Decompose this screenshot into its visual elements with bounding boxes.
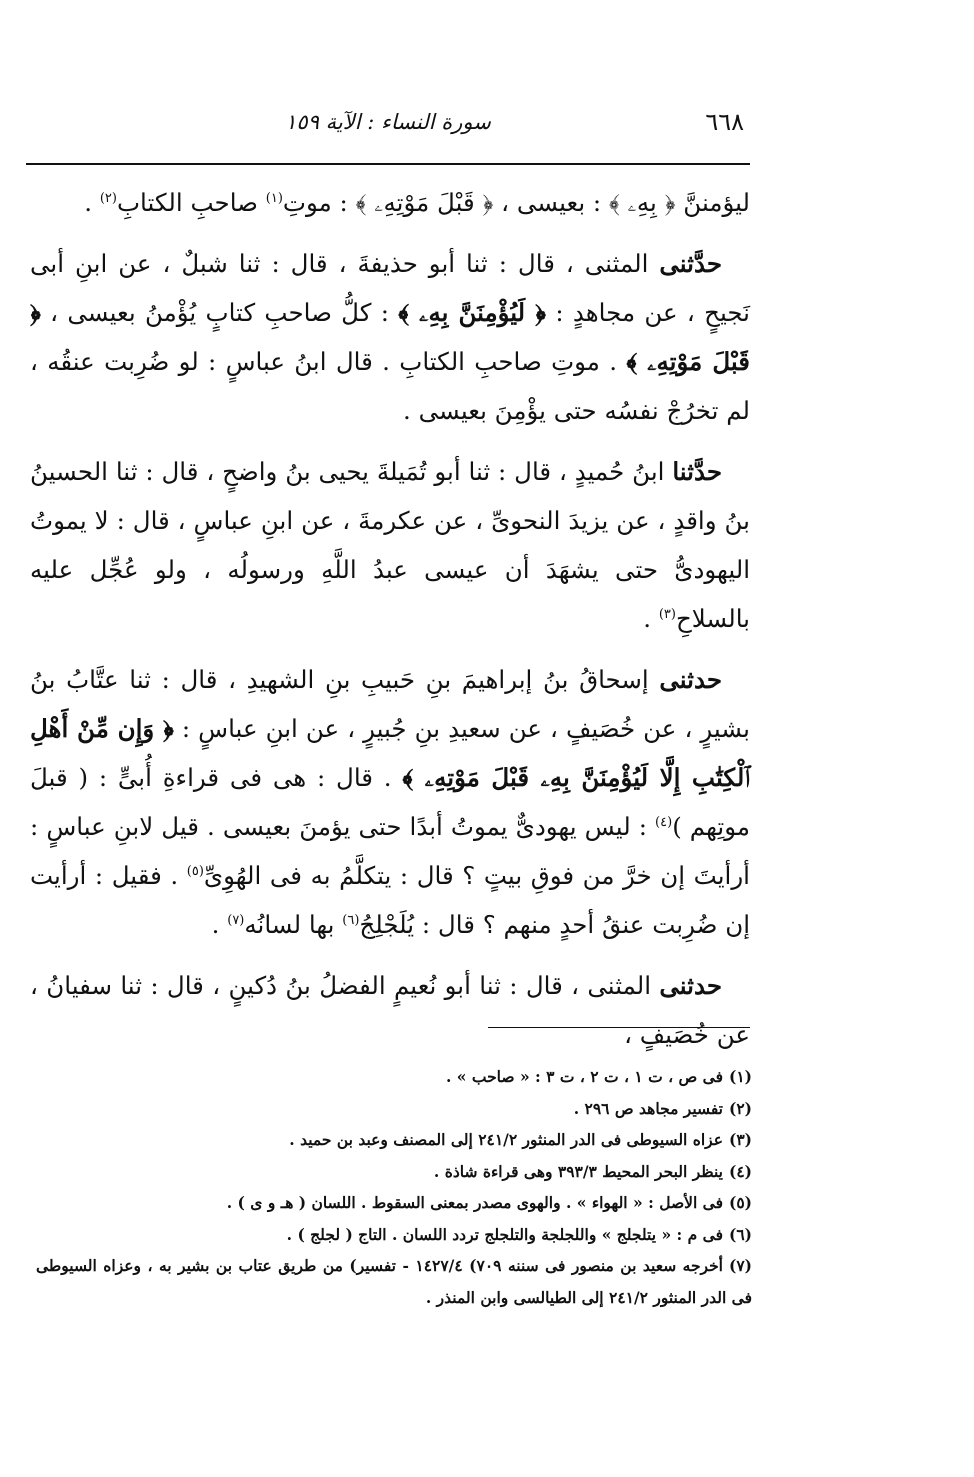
paragraph-3 — [30, 447, 750, 643]
narration-lead: حدثنى — [659, 971, 722, 1000]
footnote-ref: (٤) — [655, 814, 673, 830]
footnote-text: فى الأصل : « الهواء » . والهوى مصدر بمعنى السقوط . اللسان ( هـ و ى ) . — [226, 1193, 723, 1212]
footnote-text: عزاه السيوطى فى الدر المنثور ٢٤١/٢ إلى المصنف وعبد بن حميد . — [289, 1130, 723, 1149]
footnote-3 — [36, 1124, 752, 1156]
footnote-1 — [36, 1061, 752, 1093]
narration-lead: حدثنى — [659, 665, 722, 694]
footnote-5 — [36, 1187, 752, 1219]
footnote-text: أخرجه سعيد بن منصور فى سننه ٧٠٩) ١٤٢٧/٤ - تفسير) من طريق عتاب بن بشير به ، وعزاه السيوطى فى الدر المنثور ٢٤١/٢ إلى الطيالسى وابن المنذر . — [36, 1256, 752, 1307]
footnote-text: ينظر البحر المحيط ٣٩٣/٣ وهى قراءة شاذة . — [433, 1161, 723, 1181]
narration-lead: حدَّثنى — [659, 249, 722, 278]
text: بها لسانُه — [244, 910, 343, 939]
footnote-ref: (١) — [265, 190, 283, 206]
footnote-7 — [36, 1250, 752, 1313]
text: إسحاقُ بنُ إبراهيمَ بنِ حَبيبِ بنِ الشهيدِ ، قال : ثنا عتَّابُ بنُ بشيرٍ ، عن خُصَيفٍ ، عن سعيدِ بنِ جُبيرٍ ، عن ابنِ عباسٍ : — [30, 665, 750, 743]
quran-quote: ﴿ لَيُؤْمِنَنَّ بِهِۦ ﴾ — [398, 298, 547, 327]
paragraph-1 — [30, 178, 750, 227]
footnote-number: (٢) — [728, 1098, 752, 1118]
footnote-4 — [36, 1156, 752, 1188]
quran-quote: ﴿ قَبْلَ مَوْتِهِۦ ﴾ — [30, 298, 750, 376]
text: صاحبِ الكتابِ — [116, 188, 266, 217]
text: : ليس يهودىٌّ يموتُ أبدًا حتى يؤمنَ بعيسى . قيل لابنِ عباسٍ : أرأيتَ إن خرَّ من فوقِ بيتٍ ؟ قال : يتكلَّمُ به فى الهُوِىِّ — [30, 812, 750, 890]
footnote-number: (١) — [728, 1067, 752, 1086]
footnote-number: (٥) — [728, 1193, 752, 1212]
footnote-ref: (٣) — [658, 606, 676, 622]
footnote-ref: (٦) — [342, 912, 360, 928]
header-rule — [26, 163, 750, 165]
text: . قال : هى فى قراءةِ أُبىٍّ : ( قبلَ موتِهم ) — [30, 763, 751, 841]
footnotes — [36, 1061, 752, 1313]
footnote-6 — [36, 1219, 752, 1251]
paragraph-5 — [30, 961, 750, 1059]
text: المثنى ، قال : ثنا أبو حذيفةَ ، قال : ثنا شبلٌ ، عن ابنِ أبى نَجيحٍ ، عن مجاهدٍ : — [30, 249, 750, 327]
footnote-text: فى ص ، ت ١ ، ت ٢ ، ت ٣ : « صاحب » . — [445, 1067, 723, 1086]
page-number: ٦٦٨ — [705, 108, 744, 136]
main-text — [30, 178, 750, 1071]
footnote-text: تفسير مجاهد ص ٢٩٦ . — [573, 1098, 723, 1118]
text: ابنُ حُميدٍ ، قال : ثنا أبو تُمَيلةَ يحيى بنُ واضحٍ ، قال : ثنا الحسينُ بنُ واقدٍ ، عن يزيدَ النحوىِّ ، عن عكرمةَ ، عن ابنِ عباسٍ ، قال : لا يموتُ اليهودىُّ حتى يشهَدَ أن عيسى عبدُ اللَّهِ ورسولُه ، ولو عُجِّل عليه بالسلاحِ — [30, 457, 750, 633]
footnote-separator — [488, 1027, 750, 1028]
text: . — [84, 188, 100, 217]
footnote-number: (٧) — [729, 1256, 753, 1275]
footnote-ref: (٧) — [227, 912, 245, 928]
text: . موتِ صاحبِ الكتابِ . قال ابنُ عباسٍ : لو ضُرِبت عنقُه ، لم تخرُجْ نفسُه حتى يؤْمِنَ بعيسى . — [30, 347, 750, 425]
text: . فقيل : أرأيت إن ضُرِبت عنقُ أحدٍ منهم ؟ قال : يُلَجْلِجُ — [30, 861, 750, 939]
narration-lead: حدَّثنا — [672, 457, 722, 486]
footnote-number: (٤) — [728, 1161, 752, 1181]
page-header — [26, 108, 750, 148]
footnote-number: (٦) — [728, 1224, 752, 1244]
footnote-ref: (٥) — [186, 863, 204, 879]
paragraph-4 — [30, 655, 750, 949]
footnote-number: (٣) — [728, 1130, 752, 1149]
text: . — [211, 910, 228, 939]
running-title: سورة النساء : الآية ١٥٩ — [285, 110, 491, 134]
text: المثنى ، قال : ثنا أبو نُعيمٍ الفضلُ بنُ دُكينٍ ، قال : ثنا سفيانُ ، عن خُصَيفٍ ، — [30, 971, 750, 1049]
footnote-2 — [36, 1093, 752, 1125]
text: ليؤمننَّ ﴿ بِهِۦ ﴾ : بعيسى ، ﴿ قَبْلَ مَوْتِهِۦ ﴾ : موتِ — [282, 188, 750, 217]
text: : كلُّ صاحبِ كتابٍ يُؤْمنُ بعيسى ، — [40, 298, 399, 327]
text: . — [643, 604, 659, 633]
footnote-text: فى م : « يتلجلج » واللجلجة والتلجلج تردد اللسان . التاج ( لجلج ) . — [286, 1224, 723, 1244]
quran-quote: ﴿ وَإِن مِّنْ أَهْلِ ٱلْكِتَٰبِ إِلَّا لَيُؤْمِنَنَّ بِهِۦ قَبْلَ مَوْتِهِۦ ﴾ — [30, 714, 750, 792]
paragraph-2 — [30, 239, 750, 435]
footnote-ref: (٢) — [99, 190, 117, 206]
